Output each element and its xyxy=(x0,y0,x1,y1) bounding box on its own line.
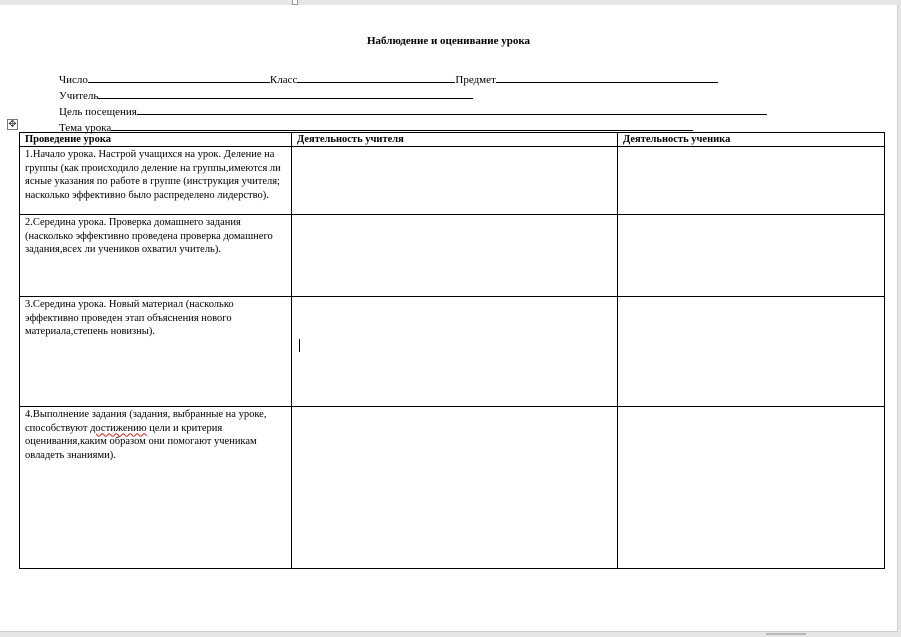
stage-4-text-end: цели и критерия оценивания,каким образом они помогают ученикам овладеть знаниями). xyxy=(25,422,257,461)
observation-table xyxy=(19,132,885,569)
purpose-blank[interactable] xyxy=(137,104,767,115)
text-cursor xyxy=(299,339,300,352)
teacher-cell-2[interactable] xyxy=(292,215,618,297)
table-row xyxy=(20,147,885,215)
date-label: Число xyxy=(59,74,88,86)
spellcheck-word[interactable]: достижению xyxy=(90,422,147,434)
table-row xyxy=(20,215,885,297)
document-title: Наблюдение и оценивание урока xyxy=(366,35,530,47)
subject-label: Предмет xyxy=(455,74,496,86)
date-blank[interactable] xyxy=(88,72,270,83)
class-label: Класс xyxy=(269,74,298,86)
student-cell-4[interactable] xyxy=(618,407,885,569)
table-header-row xyxy=(20,133,885,147)
teacher-blank[interactable] xyxy=(98,88,473,99)
stage-cell-2[interactable]: 2.Середина урока. Проверка домашнего задания (насколько эффективно проведена проверка домашнего задания,всех ли учеников охватил учитель). xyxy=(20,215,292,297)
stage-cell-1[interactable]: 1.Начало урока. Настрой учащихся на урок. Деление на группы (как происходило деление на группы,имеются ли ясные указания по работе в группе (инструкция учителя; насколько эффективно было распределено лидерство). xyxy=(20,147,292,215)
document-page[interactable] xyxy=(0,5,898,632)
teacher-cell-3[interactable] xyxy=(292,297,618,407)
subject-blank[interactable] xyxy=(496,72,718,83)
topic-blank[interactable] xyxy=(111,120,693,131)
stage-cell-3[interactable]: 3.Середина урока. Новый материал (насколько эффективно проведен этап объяснения нового материала,степень новизны). xyxy=(20,297,292,407)
header-teacher-activity: Деятельность учителя xyxy=(292,133,618,147)
header-lesson-stage: Проведение урока xyxy=(20,133,292,147)
info-line-date-class-subject xyxy=(59,72,718,87)
table-row xyxy=(20,407,885,569)
purpose-label: Цель посещения xyxy=(59,106,137,118)
stage-4-text-start: 4.Выполнение задания (задания, выбранные на уроке, способствуют xyxy=(25,409,267,434)
student-cell-1[interactable] xyxy=(618,147,885,215)
info-line-teacher xyxy=(59,88,473,103)
scroll-indicator xyxy=(766,633,806,635)
class-blank[interactable] xyxy=(297,72,455,83)
student-cell-2[interactable] xyxy=(618,215,885,297)
topic-label: Тема урока xyxy=(59,122,112,134)
table-move-handle-icon[interactable]: ✥ xyxy=(8,119,17,130)
table-row xyxy=(20,297,885,407)
stage-cell-4[interactable] xyxy=(20,407,292,569)
info-line-purpose xyxy=(59,104,767,119)
ruler-marker xyxy=(292,0,298,5)
student-cell-3[interactable] xyxy=(618,297,885,407)
teacher-cell-4[interactable] xyxy=(292,407,618,569)
teacher-cell-1[interactable] xyxy=(292,147,618,215)
header-student-activity: Деятельность ученика xyxy=(618,133,885,147)
teacher-label: Учитель xyxy=(59,90,99,102)
